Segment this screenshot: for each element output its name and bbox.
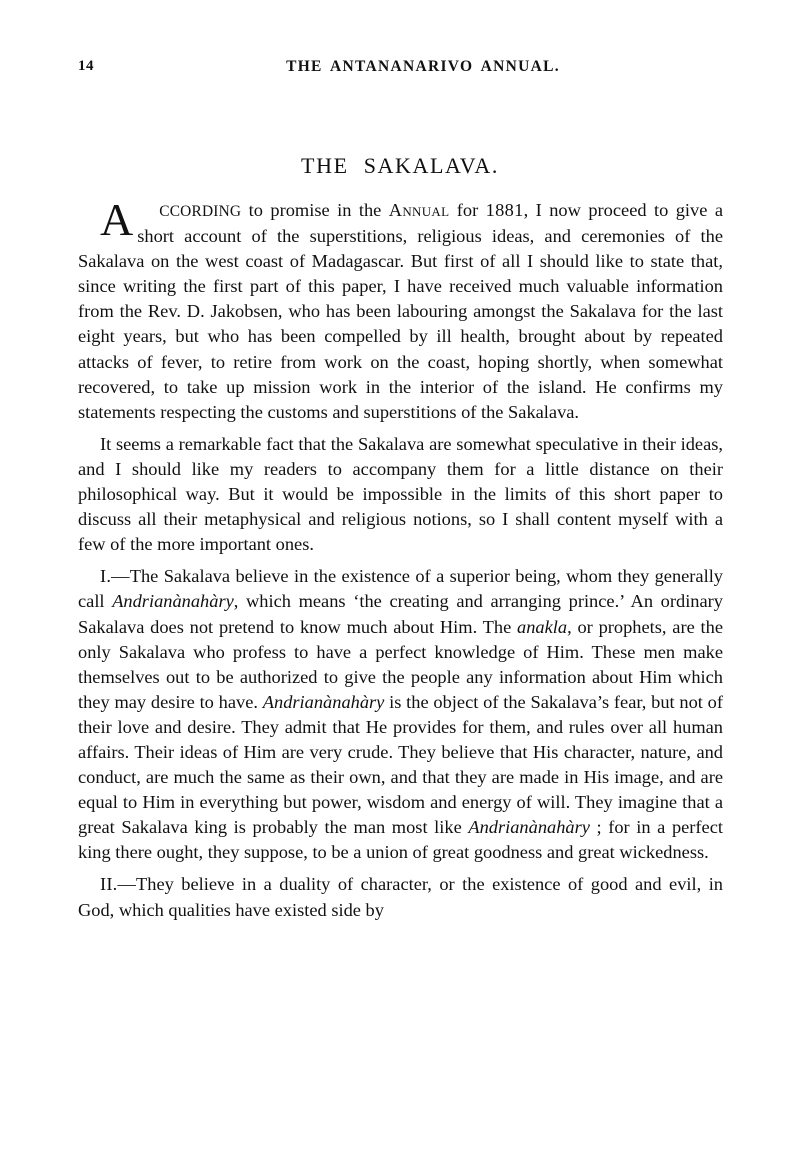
annual-smallcaps: Annual [388, 200, 450, 220]
p1-part-c: , I now proceed to give a short account of the superstitions, religious ideas, and ceremonies of the Sakalava on the west coast of Madagascar. But first of all I should like to state that, since writing the first part of this paper, I have received much valuable information from the Rev. D. Jakobsen, who has been labouring amongst the Sakalava for the last eight years, but who has been compelled by ill health, brought about by repeated attacks of fever, to retire from work on the coast, hoping shortly, when somewhat recovered, to take up mission work in the interior of the island. He confirms my statements respecting the customs and superstitions of the Sakalava. [78, 200, 723, 422]
p4-text: They believe in a duality of character, or the existence of good and evil, in God, which qualities have existed side by [78, 874, 723, 920]
paragraph-2 [78, 432, 723, 557]
running-head: THE ANTANANARIVO ANNUAL. [286, 58, 560, 75]
p2-text: It seems a remarkable fact that the Sakalava are somewhat speculative in their ideas, and I should like my readers to accompany them for a little distance on their philosophical way. But it would be impossible in the limits of this short paper to discuss all their metaphysical and religious notions, so I shall content myself with a few of the more important ones. [78, 433, 723, 555]
p3-seg-1: The Sakalava believe in the existence of a superior being, whom they generally call [78, 566, 723, 612]
body-text [78, 194, 723, 923]
lead-caps: CCORDING [159, 203, 242, 220]
term-andriananahary-2: Andrianànahàry [262, 691, 385, 712]
p3-seg-5: ; for in a perfect king there ought, they suppose, to be a union of great goodness and great wickedness. [78, 817, 723, 863]
section-label-i: I.— [100, 566, 130, 587]
paragraph-3 [78, 564, 723, 865]
page-header [78, 58, 722, 80]
paragraph-4 [78, 872, 723, 922]
p3-seg-4: is the object of the Sakalava’s fear, but not of their love and desire. They admit that He provides for them, and rules over all human affairs. Their ideas of Him are very crude. They believe that His character, nature, and conduct, are much the same as their own, and that they are made in His image, and are equal to Him in everything but power, wisdom and energy of will. They imagine that a great Sakalava king is probably the man most like [78, 691, 723, 838]
term-andriananahary-1: Andrianànahàry [112, 591, 234, 612]
article-title: THE SAKALAVA. [301, 153, 499, 178]
p3-seg-2: , which means ‘the creating and arranging prince.’ An ordinary Sakalava does not pretend to know much about Him. The [78, 591, 723, 637]
page-number: 14 [78, 58, 94, 74]
year-1881: 1881 [485, 200, 524, 220]
drop-cap: A [100, 194, 134, 245]
paragraph-1 [78, 194, 723, 425]
p1-part-a: to promise in the [241, 200, 389, 220]
p1-part-b: for [449, 200, 486, 220]
p3-seg-3: , or prophets, are the only Sakalava who profess to have a perfect knowledge of Him. These men make themselves out to be authorized to give the people any information about Him which they may desire to have. [78, 616, 723, 712]
term-anakla: anakla [517, 616, 568, 637]
term-andriananahary-3: Andrianànahàry [468, 817, 590, 838]
section-label-ii: II.— [100, 874, 137, 895]
